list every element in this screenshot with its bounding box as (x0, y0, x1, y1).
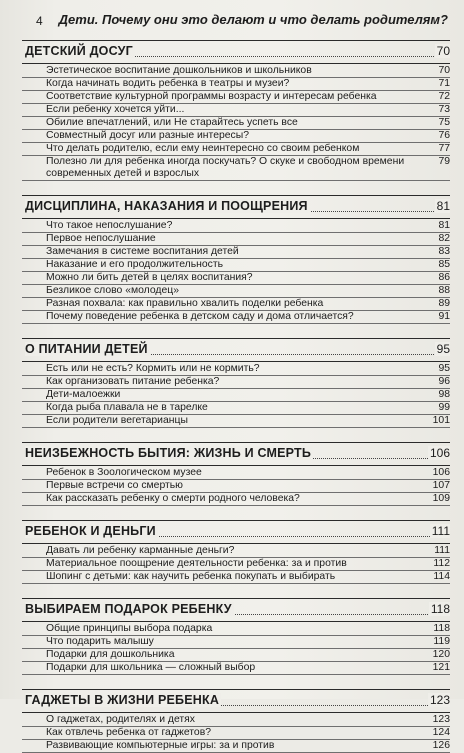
toc-section (22, 338, 450, 428)
entry-title: Что делать родителю, если ему неинтересно со своим ребенком (46, 143, 360, 154)
entry-title: Если родители вегетарианцы (46, 415, 188, 426)
entry-title: Совместный досуг или разные интересы? (46, 130, 249, 141)
section-heading (22, 598, 450, 622)
toc-entry (22, 480, 450, 493)
entry-title: Когда начинать водить ребенка в театры и музеи? (46, 78, 290, 89)
table-of-contents (22, 40, 450, 753)
toc-section (22, 442, 450, 506)
entry-page-number: 89 (438, 298, 450, 309)
entry-page-number: 107 (432, 480, 450, 491)
section-heading (22, 338, 450, 362)
entry-page-number: 86 (438, 272, 450, 283)
toc-entry (22, 298, 450, 311)
section-heading (22, 442, 450, 466)
entry-page-number: 111 (434, 545, 450, 556)
entry-title: Подарки для школьника — сложный выбор (46, 662, 256, 673)
toc-entry (22, 376, 450, 389)
section-title: НЕИЗБЕЖНОСТЬ БЫТИЯ: ЖИЗНЬ И СМЕРТЬ (25, 446, 312, 460)
entry-page-number: 81 (438, 220, 450, 231)
entry-title: Безликое слово «молодец» (46, 285, 179, 296)
section-spacer (22, 428, 450, 442)
toc-entry (22, 78, 450, 91)
toc-entry (22, 389, 450, 402)
toc-entry (22, 285, 450, 298)
entry-title: Замечания в системе воспитания детей (46, 246, 239, 257)
entry-title: Что такое непослушание? (46, 220, 173, 231)
entry-page-number: 124 (432, 727, 450, 738)
toc-entry (22, 467, 450, 480)
entry-title: Общие принципы выбора подарка (46, 623, 213, 634)
entry-title: Как организовать питание ребенка? (46, 376, 220, 387)
entry-page-number: 123 (432, 714, 450, 725)
entry-title: Обилие впечатлений, или Не старайтесь успеть все (46, 117, 298, 128)
toc-entry (22, 571, 450, 584)
section-heading (22, 520, 450, 544)
entry-page-number: 109 (432, 493, 450, 504)
toc-section (22, 195, 450, 324)
section-page-number: 111 (431, 524, 450, 538)
entry-title: Что подарить малышу (46, 636, 154, 647)
entry-title: Можно ли бить детей в целях воспитания? (46, 272, 253, 283)
entry-page-number: 75 (438, 117, 450, 128)
entry-title: Ребенок в Зоологическом музее (46, 467, 202, 478)
toc-entry (22, 402, 450, 415)
entry-page-number: 119 (433, 636, 450, 647)
section-spacer (22, 675, 450, 689)
entry-page-number: 91 (438, 311, 450, 322)
entry-title: Как рассказать ребенку о смерти родного человека? (46, 493, 300, 504)
entry-title: Первое непослушание (46, 233, 156, 244)
section-page-number: 118 (430, 602, 450, 616)
entry-page-number: 72 (438, 91, 450, 102)
section-spacer (22, 324, 450, 338)
toc-entry (22, 130, 450, 143)
toc-entry (22, 558, 450, 571)
entry-page-number: 96 (438, 376, 450, 387)
page-number: 4 (36, 14, 43, 28)
section-spacer (22, 506, 450, 520)
section-spacer (22, 584, 450, 598)
entry-title: Как отвлечь ребенка от гаджетов? (46, 727, 212, 738)
entry-title: Полезно ли для ребенка иногда поскучать? О скуке и свободном времени современных детей и взрослых (46, 156, 405, 179)
toc-entry (22, 65, 450, 78)
section-heading (22, 689, 450, 713)
section-title: ДИСЦИПЛИНА, НАКАЗАНИЯ И ПООЩРЕНИЯ (25, 199, 308, 213)
entry-page-number: 95 (438, 363, 450, 374)
entry-title: Почему поведение ребенка в детском саду и дома отличается? (46, 311, 354, 322)
toc-entry (22, 493, 450, 506)
toc-entry (22, 259, 450, 272)
entry-title: Материальное поощрение деятельности ребенка: за и против (46, 558, 347, 569)
entry-title: Первые встречи со смертью (46, 480, 183, 491)
toc-entry (22, 143, 450, 156)
toc-entry (22, 91, 450, 104)
toc-entry (22, 415, 450, 428)
entry-title: Подарки для дошкольника (46, 649, 175, 660)
toc-entry (22, 117, 450, 130)
entry-page-number: 120 (432, 649, 450, 660)
toc-entry (22, 272, 450, 285)
toc-entry (22, 246, 450, 259)
toc-entry (22, 714, 450, 727)
section-title: ГАДЖЕТЫ В ЖИЗНИ РЕБЕНКА (25, 693, 220, 707)
section-title: РЕБЕНОК И ДЕНЬГИ (25, 524, 156, 538)
entry-title: Разная похвала: как правильно хвалить поделки ребенка (46, 298, 324, 309)
toc-entry (22, 233, 450, 246)
entry-page-number: 77 (438, 143, 450, 154)
entry-page-number: 85 (438, 259, 450, 270)
section-page-number: 81 (436, 199, 450, 213)
toc-entry (22, 156, 450, 181)
entry-title: Дети-малоежки (46, 389, 121, 400)
entry-page-number: 70 (438, 65, 450, 76)
entry-page-number: 121 (432, 662, 450, 673)
entry-page-number: 101 (432, 415, 450, 426)
entry-page-number: 99 (438, 402, 450, 413)
toc-entry (22, 662, 450, 675)
entry-page-number: 82 (438, 233, 450, 244)
toc-entry (22, 545, 450, 558)
entry-page-number: 118 (433, 623, 450, 634)
entry-title: Когда рыба плавала не в тарелке (46, 402, 208, 413)
entry-title: Если ребенку хочется уйти... (46, 104, 185, 115)
section-page-number: 106 (429, 446, 450, 460)
section-page-number: 95 (436, 342, 450, 356)
toc-entry (22, 649, 450, 662)
toc-entry (22, 104, 450, 117)
entry-page-number: 112 (433, 558, 450, 569)
toc-entry (22, 363, 450, 376)
entry-page-number: 126 (432, 740, 450, 751)
entry-title: Наказание и его продолжительность (46, 259, 223, 270)
entry-title: О гаджетах, родителях и детях (46, 714, 195, 725)
entry-page-number: 79 (438, 156, 450, 167)
section-title: ВЫБИРАЕМ ПОДАРОК РЕБЕНКУ (25, 602, 232, 616)
toc-entry (22, 740, 450, 753)
toc-entry (22, 220, 450, 233)
section-title: О ПИТАНИИ ДЕТЕЙ (25, 342, 148, 356)
toc-section (22, 40, 450, 181)
entry-page-number: 71 (438, 78, 450, 89)
toc-section (22, 598, 450, 675)
page-header (30, 12, 450, 34)
section-page-number: 123 (429, 693, 450, 707)
entry-title: Шопинг с детьми: как научить ребенка покупать и выбирать (46, 571, 336, 582)
entry-title: Развивающие компьютерные игры: за и против (46, 740, 275, 751)
toc-section (22, 520, 450, 584)
entry-page-number: 106 (432, 467, 450, 478)
toc-entry (22, 623, 450, 636)
running-title: Дети. Почему они это делают и что делать родителям? (58, 12, 448, 27)
section-heading (22, 40, 450, 64)
entry-title: Соответствие культурной программы возрасту и интересам ребенка (46, 91, 377, 102)
section-title: ДЕТСКИЙ ДОСУГ (25, 44, 133, 58)
entry-title: Давать ли ребенку карманные деньги? (46, 545, 235, 556)
entry-page-number: 73 (438, 104, 450, 115)
entry-page-number: 114 (433, 571, 450, 582)
section-spacer (22, 181, 450, 195)
entry-page-number: 88 (438, 285, 450, 296)
entry-title: Эстетическое воспитание дошкольников и школьников (46, 65, 312, 76)
entry-page-number: 98 (438, 389, 450, 400)
entry-page-number: 83 (438, 246, 450, 257)
section-page-number: 70 (436, 44, 450, 58)
toc-entry (22, 311, 450, 324)
section-heading (22, 195, 450, 219)
entry-page-number: 76 (438, 130, 450, 141)
entry-title: Есть или не есть? Кормить или не кормить? (46, 363, 260, 374)
toc-entry (22, 727, 450, 740)
toc-entry (22, 636, 450, 649)
